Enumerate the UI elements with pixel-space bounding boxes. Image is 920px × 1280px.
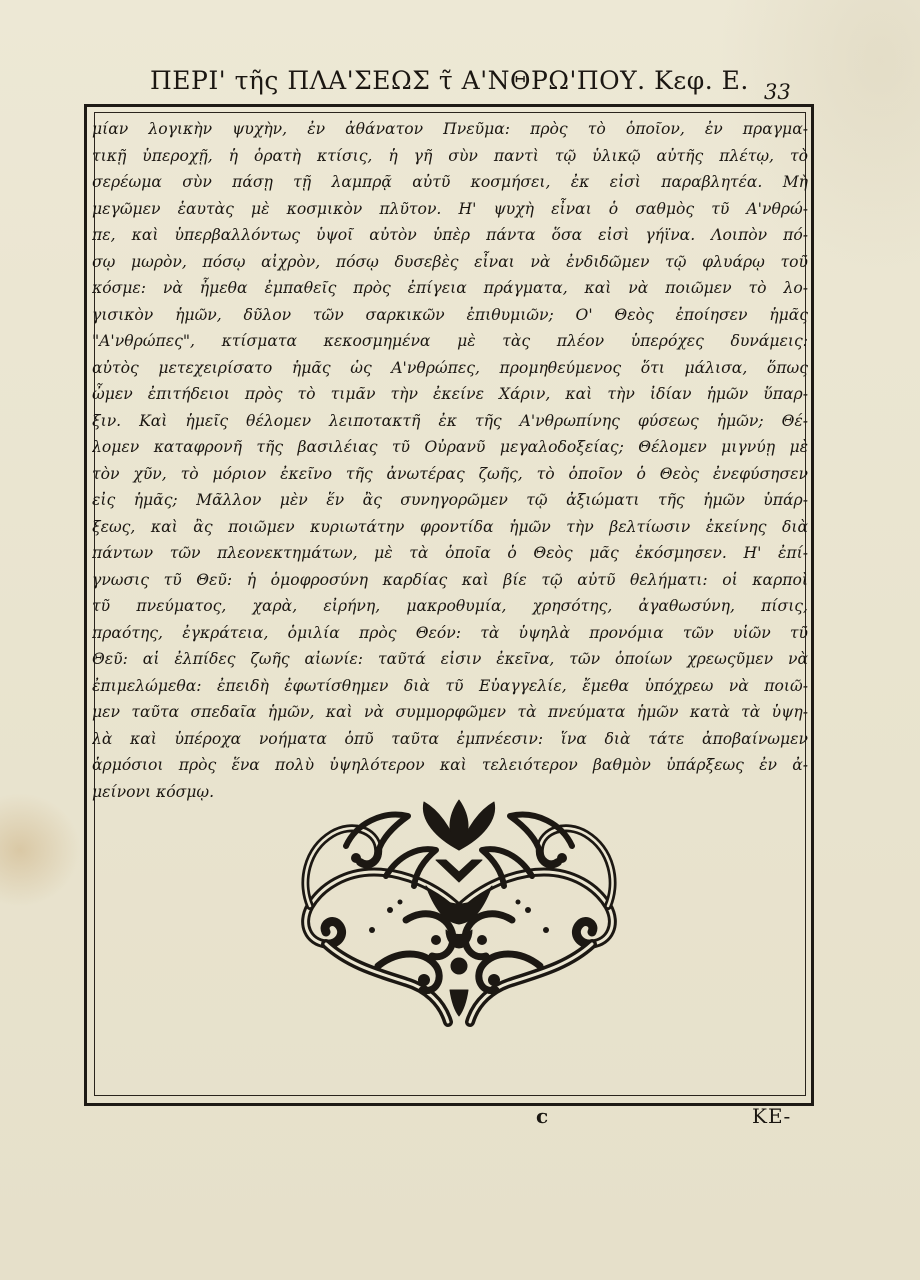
text-line: πάντων τῶν πλεονεκτημάτων, μὲ τὰ ὁποῖα ὁ Θεὸς μᾶς ἐκόσμησεν. Η' ἐπί- (92, 544, 808, 562)
catchword: ΚΕ- (752, 1104, 792, 1128)
running-title: ΠΕΡΙ' τῆς ΠΛΑ'ΣΕΩΣ τ̃ Α'ΝΘΡΩ'ΠΟΥ. Κεφ. Ε. (150, 66, 749, 95)
text-line: σῳ μωρὸν, πόσῳ αἰχρὸν, πόσῳ δυσεβὲς εἶναι νὰ ἐνδιδῶμεν τῷ φλυάρῳ τοῦ (92, 252, 808, 271)
text-line: μεγῶμεν ἑαυτὰς μὲ κοσμικὸν πλῦτον. Η' ψυχὴ εἶναι ὁ σαθμὸς τῦ Α'νθρώ- (92, 199, 808, 218)
text-line: αὐτὸς μετεχειρίσατο ἡμᾶς ὡς Α'νθρώπες, προμηθεύμενος ὅτι μάλισα, ὅπως (92, 358, 808, 377)
text-line: ὦμεν ἐπιτήδειοι πρὸς τὸ τιμᾶν τὴν ἐκείνε Χάριν, καὶ τὴν ἰδίαν ἡμῶν ὕπαρ- (92, 385, 808, 403)
text-line: σερέωμα σὺν πάσῃ τῇ λαμπρᾷ αὐτῦ κοσμήσει, ἐκ εἰσὶ παραβλητέα. Μὴ (92, 173, 808, 191)
text-line: πε, καὶ ὑπερβαλλόντως ὑψοῖ αὐτὸν ὑπὲρ πάντα ὅσα εἰσὶ γήϊνα. Λοιπὸν πό- (92, 226, 808, 244)
text-line: "Α'νθρώπες", κτίσματα κεκοσμημένα μὲ τὰς πλέον ὑπερόχες δυνάμεις: (92, 332, 808, 350)
page-number: 33 (764, 80, 791, 104)
text-line: λὰ καὶ ὑπέροχα νοήματα ὁπῦ ταῦτα ἐμπνέεσιν: ἵνα διὰ τάτε ἀποβαίνωμεν (92, 729, 808, 748)
text-line: Θεῦ: αἱ ἐλπίδες ζωῆς αἰωνίε: ταῦτά εἰσιν ἐκεῖνα, τῶν ὁποίων χρεωςῦμεν νὰ (92, 650, 808, 668)
text-line: ἁρμόσιοι πρὸς ἕνα πολὺ ὑψηλότερον καὶ τελειότερον βαθμὸν ὑπάρξεως ἐν ἀ- (92, 756, 808, 774)
text-line: τὸν χῦν, τὸ μόριον ἐκεῖνο τῆς ἀνωτέρας ζωῆς, τὸ ὁποῖον ὁ Θεὸς ἐνεφύσησεν (92, 464, 808, 483)
text-line: ἐπιμελώμεθα: ἐπειδὴ ἐφωτίσθημεν διὰ τῦ Εὐαγγελίε, ἔμεθα ὑπόχρεω νὰ ποιῶ- (92, 676, 808, 695)
text-line: λομεν καταφρονῆ τῆς βασιλέιας τῦ Οὐρανῦ μεγαλοδοξείας; Θέλομεν μιγνύῃ μὲ (92, 438, 808, 456)
text-line: κόσμε: νὰ ἦμεθα ἐμπαθεῖς πρὸς ἐπίγεια πράγματα, καὶ νὰ ποιῶμεν τὸ λο- (92, 279, 808, 297)
text-line: γνωσις τῦ Θεῦ: ἡ ὁμοφροσύνη καρδίας καὶ βίε τῷ αὐτῦ θελήματι: οἱ καρποὶ (92, 570, 808, 589)
text-line: τῦ πνεύματος, χαρὰ, εἰρήνη, μακροθυμία, χρησότης, ἀγαθωσύνη, πίσις, (92, 597, 808, 615)
text-line: μείνονι κόσμῳ. (92, 782, 215, 801)
printer-ornament-icon (286, 790, 632, 1030)
text-line: τικῇ ὑπεροχῇ, ἡ ὁρατὴ κτίσις, ἡ γῆ σὺν παντὶ τῷ ὑλικῷ αὐτῆς πλέτῳ, τὸ (92, 146, 808, 165)
text-line: μίαν λογικὴν ψυχὴν, ἐν ἀθάνατον Πνεῦμα: πρὸς τὸ ὁποῖον, ἐν πραγμα- (92, 120, 808, 138)
text-line: πραότης, ἐγκράτεια, ὁμιλία πρὸς Θεόν: τὰ ὑψηλὰ προνόμια τῶν υἱῶν τῦ (92, 623, 808, 642)
text-line: γισικὸν ἡμῶν, δῦλον τῶν σαρκικῶν ἐπιθυμιῶν; Ο' Θεὸς ἐποίησεν ἡμᾶς (92, 305, 808, 324)
signature-mark: c (536, 1104, 549, 1128)
text-line: ξεως, καὶ ἂς ποιῶμεν κυριωτάτην φροντίδα ἡμῶν τὴν βελτίωσιν ἐκείνης διὰ (92, 517, 808, 536)
body-text (92, 116, 808, 805)
text-line: εἰς ἡμᾶς; Μᾶλλον μὲν ἕν ἂς συνηγορῶμεν τῷ ἀξιώματι τῆς ἡμῶν ὑπάρ- (92, 491, 808, 509)
text-line: μεν ταῦτα σπεδαῖα ἡμῶν, καὶ νὰ συμμορφῶμεν τὰ πνεύματα ἡμῶν κατὰ τὰ ὑψη- (92, 703, 808, 721)
text-line: ξιν. Καὶ ἡμεῖς θέλομεν λειποτακτῆ ἐκ τῆς Α'νθρωπίνης φύσεως ἡμῶν; Θέ- (92, 411, 808, 430)
